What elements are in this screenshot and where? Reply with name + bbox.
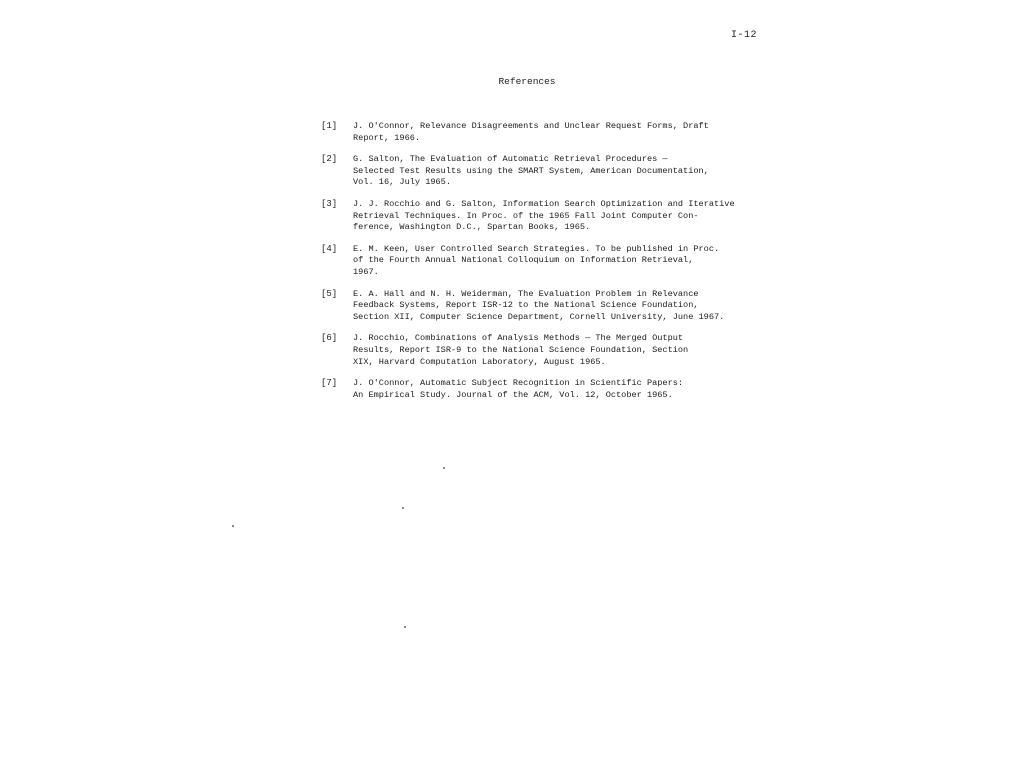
scan-speck [443,467,445,469]
reference-text: E. A. Hall and N. H. Weiderman, The Evaluation Problem in Relevance Feedback Systems, Report ISR-12 to the National Science Foundation, Section XII, Computer Science Department, Cornell University, June 1967. [353,288,725,322]
reference-text: J. O'Connor, Automatic Subject Recognition in Scientific Papers: An Empirical Study. Journal of the ACM, Vol. 12, October 1965. [353,378,684,400]
reference-item [321,154,771,189]
reference-item [321,121,771,144]
reference-item [321,244,771,279]
scan-speck [232,525,234,527]
reference-number: [4] [321,243,338,254]
references-heading: References [498,76,556,87]
page-number: I-12 [731,30,758,41]
reference-text: J. J. Rocchio and G. Salton, Information Search Optimization and Iterative Retrieval Techniques. In Proc. of the 1965 Fall Joint Computer Con- ference, Washington D.C., Spartan Books, 1965. [353,198,735,233]
reference-item [321,378,771,401]
reference-item [321,289,771,324]
scan-speck [404,626,406,628]
reference-item [321,199,771,234]
reference-list [321,121,771,411]
reference-number: [1] [321,121,338,131]
scan-speck [402,507,404,509]
reference-number: [2] [321,154,338,165]
reference-number: [3] [321,198,338,209]
reference-text: J. Rocchio, Combinations of Analysis Methods — The Merged Output Results, Report ISR-9 to the National Science Foundation, Section XIX, Harvard Computation Laboratory, August 1965. [353,333,689,367]
reference-number: [6] [321,333,338,344]
reference-text: E. M. Keen, User Controlled Search Strategies. To be published in Proc. of the Fourth Annual National Colloquium on Information Retrieval, 1967. [353,243,720,277]
reference-text: J. O'Connor, Relevance Disagreements and Unclear Request Forms, Draft Report, 1966. [353,121,709,143]
reference-item [321,333,771,368]
reference-text: G. Salton, The Evaluation of Automatic Retrieval Procedures — Selected Test Results using the SMART System, American Documentation, Vol. 16, July 1965. [353,154,709,188]
reference-number: [5] [321,288,338,299]
reference-number: [7] [321,378,338,389]
